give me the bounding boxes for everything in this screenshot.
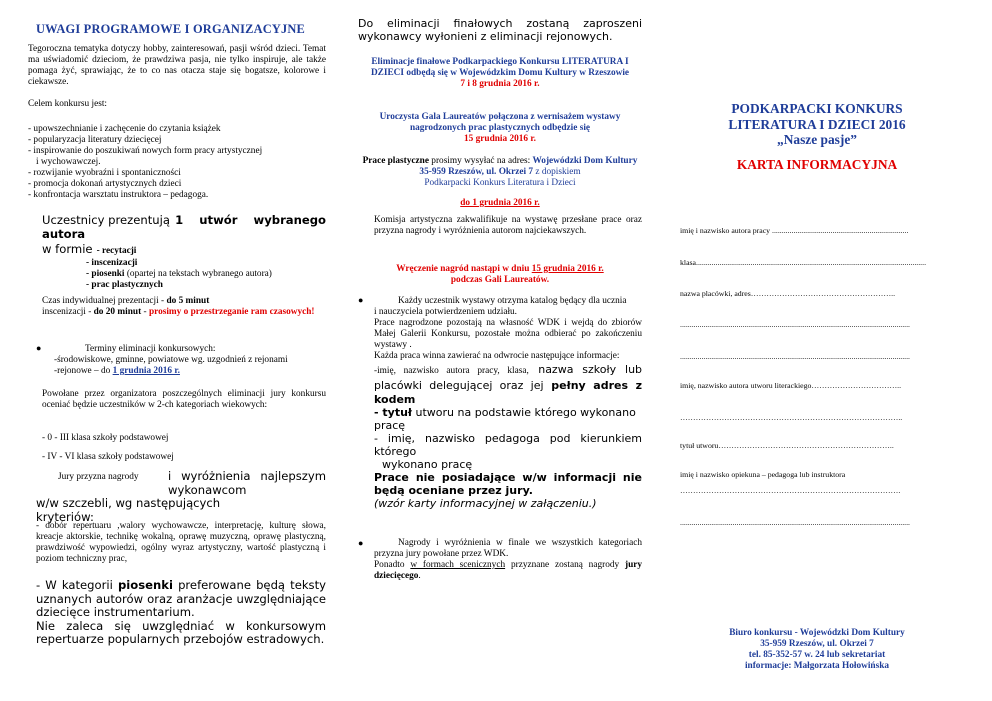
middle-column: [358, 0, 642, 701]
jury-paragraph: Powołane przez organizatora poszczególnych eliminacji jury konkursu oceniać będzie uczestników w 2-ch kategoriach wiekowych:: [42, 389, 326, 410]
form-field: ………………………………………………………………………….: [680, 486, 901, 495]
awards-info: [358, 264, 642, 286]
awards-text: podczas Gali Laureatów.: [450, 275, 550, 285]
goal-list: [28, 124, 326, 201]
time-block: [42, 296, 326, 318]
forms-intro: w formie: [42, 242, 93, 256]
art-deadline: do 1 grudnia 2016 r.: [460, 198, 540, 208]
catalog-text: wykonano pracę: [382, 458, 473, 471]
form-field: ......................................................................................................................: [680, 320, 911, 329]
catalog-text: utworu na podstawie którego wykonano pracę: [374, 406, 636, 432]
winners-text: przyznane zostaną nagrody: [510, 560, 620, 570]
final-info: [358, 57, 642, 90]
art-info: [358, 156, 642, 189]
bullet-icon: ●: [358, 295, 364, 305]
art-text: prosimy wysyłać na adres:: [431, 156, 531, 166]
time-text: inscenizacji -: [42, 307, 92, 317]
footer-line: 35-959 Rzeszów, ul. Okrzei 7: [760, 639, 874, 649]
footer-line: Biuro konkursu - Wojewódzki Dom Kultury: [729, 628, 905, 638]
catalog-warning: Prace nie posiadające w/w informacji nie będą oceniane przez jury: [374, 471, 642, 497]
time-text: Czas indywidualnej prezentacji -: [42, 296, 165, 306]
art-title: Prace plastyczne: [362, 156, 429, 166]
gala-info: [358, 112, 642, 145]
gala-text: Uroczysta Gala Laureatów połączona z wernisażem wystawy nagrodzonych prac plastycznych odbędzie się: [379, 112, 621, 133]
winners-text: Ponadto: [374, 560, 405, 570]
elimination-block: [54, 344, 326, 377]
time-warning: prosimy o przestrzeganie ram czasowych!: [148, 307, 315, 317]
form-item-note: (opartej na tekstach wybranego autora): [124, 269, 272, 279]
winners-text: .: [418, 571, 421, 581]
list-item: - inspirowanie do poszukiwań nowych form pracy artystycznej: [28, 146, 263, 156]
elimination-item: -środowiskowe, gminne, powiatowe wg. uzgodnień z rejonami: [54, 355, 288, 365]
catalog-note: (wzór karty informacyjnej w załączeniu.): [374, 497, 597, 510]
song-text: preferowane będą teksty uznanych autorów oraz aranżacje uwzględniające dziecięce instrumentarium.: [36, 578, 326, 619]
right-column: [672, 0, 962, 701]
song-category: piosenki: [117, 578, 173, 592]
catalog-block: Każdy uczestnik wystawy otrzyma katalog będący dla ucznia i nauczyciela potwierdzeniem udziału. Prace nagrodzone pozostają na własność WDK i wejdą do zbiorów Małej Galerii Konkursu, pozostałe można odbierać po zakończeniu wystawy . Każda praca winna zawierać na odwrocie następujące informacje: -imię, nazwisko autora pracy, klasa, nazwa szkoły lub placówki delegującej oraz jej pełny adres z kodem - tytuł utworu na podstawie którego wykonano pracę - imię, nazwisko pedagoga pod kierunkiem którego wykonano pracę Prace nie posiadające w/w informacji nie będą oceniane przez jury. (wzór karty informacyjnej w załączeniu.): [374, 296, 643, 510]
form-field: imię i nazwisko opiekuna – pedagoga lub instruktora: [680, 470, 846, 479]
form-field: ......................................................................................................................: [680, 518, 911, 527]
list-item: - popularyzacja literatury dziecięcej: [28, 135, 162, 145]
list-item: - konfrontacja warsztatu instruktora – pedagoga.: [28, 190, 209, 200]
form-field: klasa......................................................................................................................: [680, 258, 927, 267]
art-text: Podkarpacki Konkurs Literatura i Dzieci: [424, 178, 576, 188]
song-note: Nie zaleca się uwzględniać w konkursowym repertuarze popularnych przebojów estradowych.: [36, 618, 326, 646]
awards-text: Wręczenie nagród nastąpi w dniu: [396, 264, 530, 274]
contest-title: [672, 101, 962, 148]
form-item: - piosenki: [86, 269, 125, 279]
final-date: 7 i 8 grudnia 2016 r.: [460, 79, 540, 89]
winners-form: w formach scenicznych: [410, 560, 506, 570]
participants-text: Uczestnicy prezentują: [42, 213, 170, 227]
list-item: - promocja dokonań artystycznych dzieci: [28, 179, 182, 189]
final-text: Eliminacje finałowe Podkarpackiego Konkursu LITERATURA I DZIECI odbędą się w Wojewódzkim Domu Kultury w Rzeszowie: [370, 57, 630, 78]
title-line: LITERATURA I DZIECI 2016: [728, 116, 906, 132]
bullet-icon: ●: [36, 343, 42, 353]
goal-title: Celem konkursu jest:: [28, 99, 108, 109]
office-footer: [672, 628, 962, 672]
form-field: imię i nazwisko autora pracy ......................................................................: [680, 226, 909, 235]
elimination-title: Terminy eliminacji konkursowych:: [85, 344, 216, 354]
catalog-text: pełny adres z kodem: [374, 379, 642, 406]
time-limit: do 5 minut: [166, 296, 210, 306]
elimination-date: 1 grudnia 2016 r.: [112, 366, 180, 376]
form-item: - prac plastycznych: [86, 280, 163, 290]
gala-date: 15 grudnia 2016 r.: [464, 134, 536, 144]
participants-count: 1 utwór wybranego: [175, 213, 326, 227]
winners-jury: jury dziecięcego: [374, 560, 643, 581]
participants-author: autora: [42, 226, 86, 241]
song-block: [36, 579, 326, 647]
left-column: [28, 0, 326, 701]
footer-line: tel. 85-352-57 w. 24 lub sekretariat: [748, 650, 886, 660]
form-field: …………………………………………………………………………..: [680, 413, 903, 422]
list-item: - rozwijanie wyobraźni i spontaniczności: [28, 168, 181, 178]
award-text-sans: i wyróżnienia najlepszym wykonawcom w/w szczebli, wg następujących kryteriów:: [36, 469, 326, 524]
winners-block: [374, 538, 642, 582]
catalog-text: Każda praca winna zawierać na odwrocie następujące informacje:: [374, 351, 620, 361]
footer-line: informacje: Małgorzata Hołowińska: [744, 661, 890, 671]
intro-paragraph: Tegoroczna tematyka dotyczy hobby, zainteresowań, pasji wśród dzieci. Temat ma uświadomić dzieciom, że prawdziwa pasja, nie tylko inspiruje, ale także pomaga żyć, sprawiając, że to co nas otacza staje się bogatsze, kolorowe i ciekawsze.: [28, 44, 326, 87]
time-dash: -: [143, 307, 147, 317]
elimination-item: -rejonowe – do: [54, 366, 111, 376]
catalog-text: - tytuł: [374, 406, 412, 419]
catalog-text: nazwa szkoły lub placówki delegującej oraz jej: [374, 363, 643, 392]
age-category: - IV - VI klasa szkoły podstawowej: [42, 452, 174, 462]
bullet-icon: ●: [358, 538, 364, 548]
catalog-text: -imię, nazwisko autora pracy, klasa,: [374, 366, 529, 376]
catalog-text: - imię, nazwisko pedagoga pod kierunkiem którego: [374, 432, 642, 458]
participants-block: [42, 214, 326, 241]
form-field: imię, nazwisko autora utworu literackiego……………………………..: [680, 381, 902, 390]
catalog-text: i nauczyciela potwierdzeniem udziału.: [374, 307, 518, 317]
form-item: - inscenizacji: [86, 258, 138, 268]
title-line: PODKARPACKI KONKURS: [731, 101, 903, 116]
form-item: - recytacji: [96, 246, 137, 256]
list-item: i wychowawczej.: [36, 157, 101, 167]
art-text: z dopiskiem: [535, 167, 581, 177]
catalog-text: Każdy uczestnik wystawy otrzyma katalog będący dla ucznia: [398, 296, 627, 306]
time-limit: do 20 minut: [93, 307, 142, 317]
section-heading: UWAGI PROGRAMOWE I ORGANIZACYJNE: [36, 22, 306, 36]
form-field: nazwa placówki, adres………………………………………………..: [680, 289, 896, 298]
commission-paragraph: Komisja artystyczna zakwalifikuje na wystawę przesłane prace oraz przyzna nagrody i wyróżnienia autorom najciekawszych.: [374, 215, 642, 236]
forms-block: [42, 240, 326, 291]
winners-text: Nagrody i wyróżnienia w finale we wszystkich kategoriach przyzna jury powołane przez WDK.: [374, 538, 642, 559]
final-invite: Do eliminacji finałowych zostaną zaproszeni wykonawcy wyłonieni z eliminacji rejonowych.: [358, 17, 642, 43]
age-category: - 0 - III klasa szkoły podstawowej: [42, 433, 169, 443]
criteria-paragraph: - dobór repertuaru ,walory wychowawcze, interpretację, kulturę słowa, kreacje aktorskie, technikę wokalną, oprawę muzyczną, oprawę plastyczną, prawdziwość wypowiedzi, ogólny wyraz artystyczny, wartość plastyczną i poziom techniczny prac,: [36, 521, 326, 564]
award-text: Jury przyzna nagrody: [58, 472, 139, 482]
catalog-text: Prace nagrodzone pozostają na własność WDK i wejdą do zbiorów Małej Galerii Konkursu, pozostałe można odbierać po zakończeniu wystawy .: [374, 318, 642, 350]
title-line: „Nasze pasje”: [777, 132, 857, 147]
form-field: ......................................................................................................................: [680, 352, 911, 361]
list-item: - upowszechnianie i zachęcenie do czytania książek: [28, 124, 221, 134]
awards-date: 15 grudnia 2016 r.: [531, 264, 604, 274]
card-subtitle: KARTA INFORMACYJNA: [736, 157, 898, 172]
song-text: - W kategorii: [36, 578, 113, 592]
form-field: tytuł utworu…………………………………………………………..: [680, 441, 894, 450]
art-address: Wojewódzki Dom Kultury 35-959 Rzeszów, ul. Okrzei 7: [419, 156, 638, 177]
